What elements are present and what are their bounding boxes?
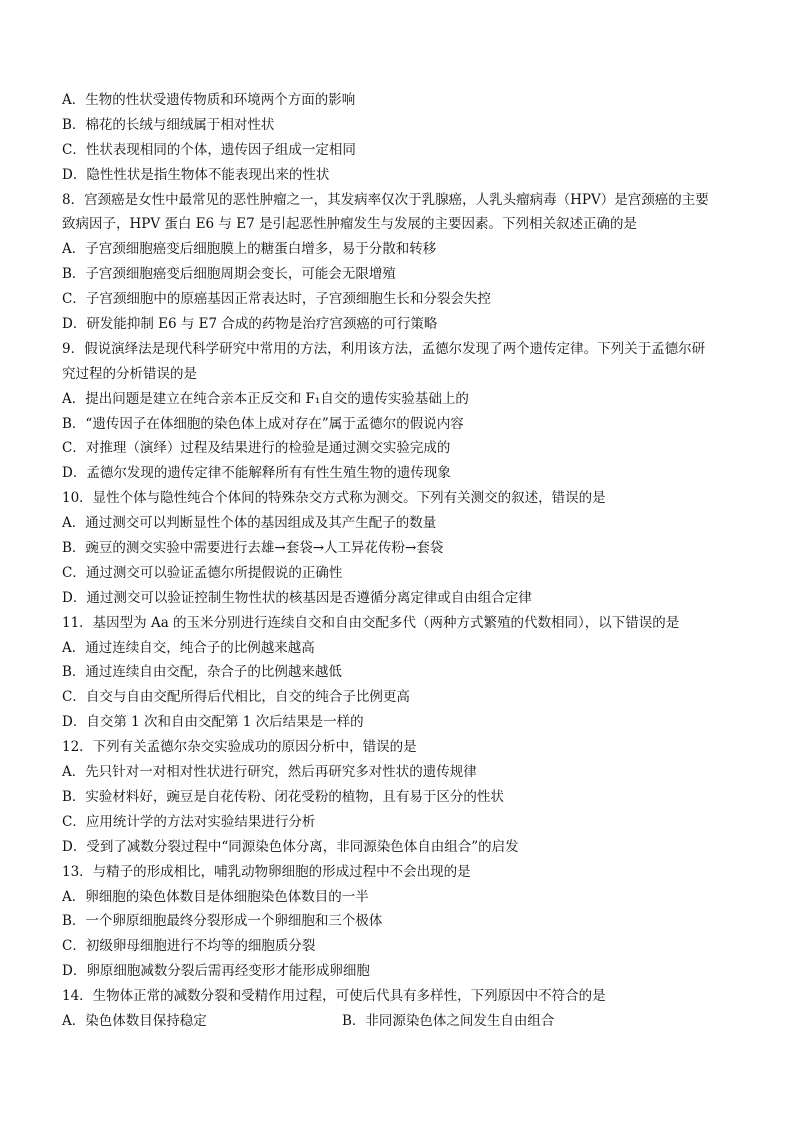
question-10 <box>62 486 736 610</box>
q9-option-c: C．对推理（演绎）过程及结果进行的检验是通过测交实验完成的 <box>62 440 451 457</box>
q7-option-b: B．棉花的长绒与细绒属于相对性状 <box>62 116 275 133</box>
q13-stem: 13．与精子的形成相比，哺乳动物卵细胞的形成过程中不会出现的是 <box>62 863 471 880</box>
q12-option-b: B．实验材料好，豌豆是自花传粉、闭花受粉的植物，且有易于区分的性状 <box>62 788 504 805</box>
q8-option-c: C．子宫颈细胞中的原癌基因正常表达时，子宫颈细胞生长和分裂会失控 <box>62 291 491 308</box>
q10-stem: 10．显性个体与隐性纯合个体间的特殊杂交方式称为测交。下列有关测交的叙述，错误的是 <box>62 490 606 507</box>
q9-stem-line-2: 究过程的分析错误的是 <box>62 365 197 382</box>
q13-option-b: B．一个卵原细胞最终分裂形成一个卵细胞和三个极体 <box>62 913 383 930</box>
question-13 <box>62 860 736 984</box>
q10-option-a: A．通过测交可以判断显性个体的基因组成及其产生配子的数量 <box>62 515 437 532</box>
q13-option-a: A．卵细胞的染色体数目是体细胞染色体数目的一半 <box>62 888 369 905</box>
question-12 <box>62 735 736 859</box>
q8-stem-line-1: 8．宫颈癌是女性中最常见的恶性肿瘤之一，其发病率仅次于乳腺癌，人乳头瘤病毒（HPV）是宫颈癌的主要 <box>62 191 709 208</box>
q9-stem-line-1: 9．假说演绎法是现代科学研究中常用的方法，利用该方法，孟德尔发现了两个遗传定律。下列关于孟德尔研 <box>62 340 706 357</box>
q11-stem: 11．基因型为 Aa 的玉米分别进行连续自交和自由交配多代（两种方式繁殖的代数相同），以下错误的是 <box>62 614 680 631</box>
q8-stem-line-2: 致病因子，HPV 蛋白 E6 与 E7 是引起恶性肿瘤发生与发展的主要因素。下列相关叙述正确的是 <box>62 216 637 233</box>
q14-stem: 14．生物体正常的减数分裂和受精作用过程，可使后代具有多样性，下列原因中不符合的是 <box>62 988 606 1005</box>
question-9 <box>62 337 736 486</box>
q11-option-a: A．通过连续自交，纯合子的比例越来越高 <box>62 639 315 656</box>
q10-option-d: D．通过测交可以验证控制生物性状的核基因是否遵循分离定律或自由组合定律 <box>62 589 532 606</box>
q8-option-b: B．子宫颈细胞癌变后细胞周期会变长，可能会无限增殖 <box>62 266 396 283</box>
q12-option-c: C．应用统计学的方法对实验结果进行分析 <box>62 813 316 830</box>
q12-option-d: D．受到了减数分裂过程中“同源染色体分离，非同源染色体自由组合”的启发 <box>62 838 519 855</box>
q8-option-a: A．子宫颈细胞癌变后细胞膜上的糖蛋白增多，易于分散和转移 <box>62 241 437 258</box>
q9-option-a: A．提出问题是建立在纯合亲本正反交和 F₁自交的遗传实验基础上的 <box>62 390 469 407</box>
q10-option-b: B．豌豆的测交实验中需要进行去雄→套袋→人工异花传粉→套袋 <box>62 540 444 557</box>
q12-option-a: A．先只针对一对相对性状进行研究，然后再研究多对性状的遗传规律 <box>62 764 477 781</box>
q9-option-d: D．孟德尔发现的遗传定律不能解释所有有性生殖生物的遗传现象 <box>62 465 451 482</box>
q7-option-c: C．性状表现相同的个体，遗传因子组成一定相同 <box>62 141 356 158</box>
question-7-options <box>62 88 736 188</box>
q13-option-c: C．初级卵母细胞进行不均等的细胞质分裂 <box>62 938 316 955</box>
q11-option-c: C．自交与自由交配所得后代相比，自交的纯合子比例更高 <box>62 689 410 706</box>
q12-stem: 12．下列有关孟德尔杂交实验成功的原因分析中，错误的是 <box>62 739 417 756</box>
q10-option-c: C．通过测交可以验证孟德尔所提假说的正确性 <box>62 564 343 581</box>
q8-option-d: D．研发能抑制 E6 与 E7 合成的药物是治疗宫颈癌的可行策略 <box>62 316 438 333</box>
q14-option-b: B．非同源染色体之间发生自由组合 <box>342 1012 555 1029</box>
q13-option-d: D．卵原细胞减数分裂后需再经变形才能形成卵细胞 <box>62 963 370 980</box>
q9-option-b: B．“遗传因子在体细胞的染色体上成对存在”属于孟德尔的假说内容 <box>62 415 464 432</box>
exam-page <box>62 88 736 1034</box>
q7-option-d: D．隐性性状是指生物体不能表现出来的性状 <box>62 166 330 183</box>
q11-option-d: D．自交第 1 次和自由交配第 1 次后结果是一样的 <box>62 714 364 731</box>
question-11 <box>62 611 736 735</box>
question-14 <box>62 984 736 1034</box>
q14-options-row <box>62 1009 736 1034</box>
q7-option-a: A．生物的性状受遗传物质和环境两个方面的影响 <box>62 92 356 108</box>
question-8 <box>62 188 736 337</box>
q11-option-b: B．通过连续自由交配，杂合子的比例越来越低 <box>62 664 342 681</box>
q14-option-a: A．染色体数目保持稳定 <box>62 1012 207 1029</box>
